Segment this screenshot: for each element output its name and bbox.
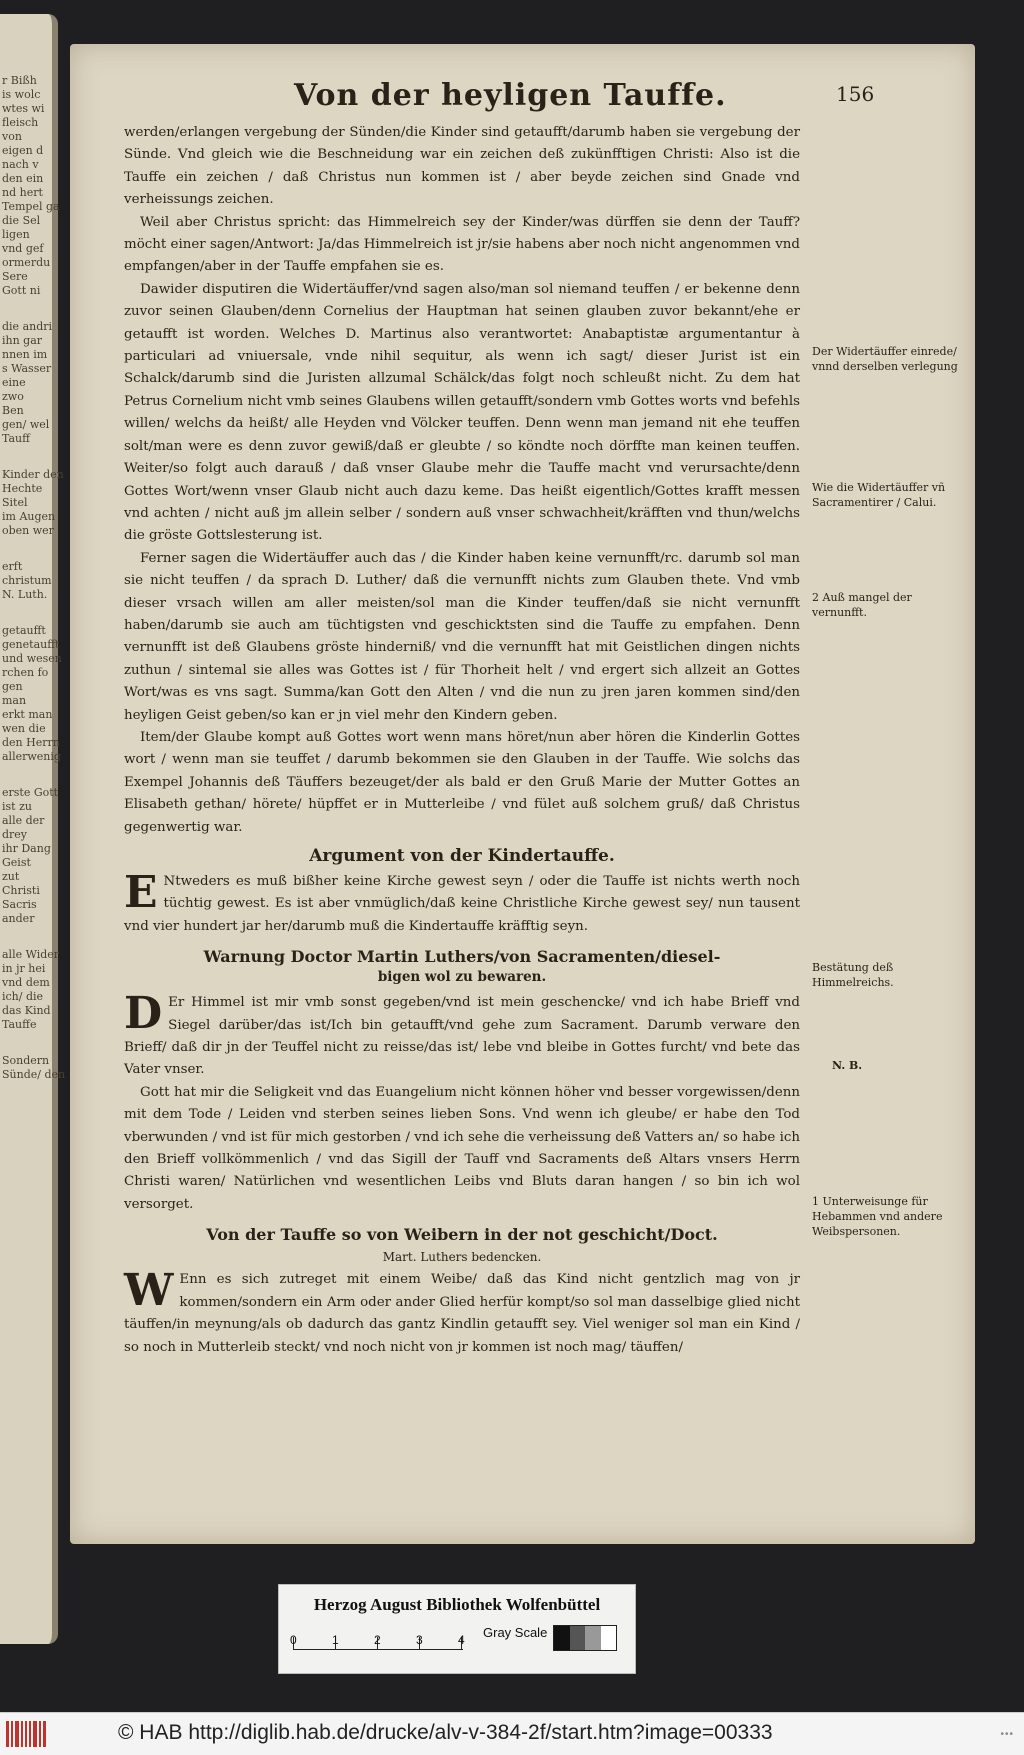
facing-page-line: erft (2, 560, 23, 573)
facing-page-edge (0, 14, 66, 1644)
book-page (70, 44, 975, 1544)
facing-page-line: rchen fo (2, 666, 49, 679)
facing-page-line: s Wasser (2, 362, 52, 375)
margin-note: Der Widertäuffer einrede/ vnnd derselben verlegung (812, 345, 958, 373)
paragraph-text: Enn es sich zutreget mit einem Weibe/ daß das Kind nicht gentzlich mag von jr kommen/sondern ein Arm oder ander Glied herfür kompt/so sol man dasselbige glied nicht täuffen/in meynung/als ob dadurch das gantz Kindlin getaufft sey. Viel weniger sol man ein Kind / so noch in Mutterleib steckt/ vnd noch nicht von jr kommen ist noch mag/ täuffen/ (124, 1272, 800, 1355)
facing-page-line: zut (2, 870, 20, 883)
facing-page-line: ormerdu (2, 256, 51, 269)
facing-page-line: und wesen (2, 652, 62, 665)
ruler-label: 3 (416, 1633, 423, 1647)
facing-page-line: die Sel (2, 214, 41, 227)
facing-page-line: ihr Dang (2, 842, 51, 855)
section-heading (124, 946, 800, 988)
ruler-label: 2 (374, 1633, 381, 1647)
paragraph: Dawider disputiren die Widertäuffer/vnd sagen also/man sol niemand teuffen / er bekenne denn zuvor seinen Glauben/denn Cornelius der Hauptman hat seinen glauben zuvor bekannt/ehe er getaufft ist worden. Welches D. Martinus also verantwortet: Anabaptistæ argumentantur à particulari ad vniuersale, vnde nihil sequitur, als wenn ich sagt/ dieser Jurist ist ein Schalck/darumb sind die Juristen allzumal Schälck/das folgt noch schleußt nicht. Zu dem hat Petrus Cornelium nicht vmb seines Glaubens willen getaufft/sondern vmb Gottes worts vnd befehls willen/ welchs da heißt/ alle Heyden vnd Völcker teuffen. Denn wenn man jemand nit ehe teuffen solt/man were es denn zuvor gewiß/daß er gleubte / so köndte noch dörffte man keinen teuffen. Weiter/so folgt auch darauß / daß vnser Glaube mehr die Tauffe macht vnd verursachte/denn Gottes Wort/wenn vnser Glaub nicht auch dazu keme. Das heißt eigentlich/Gottes krafft messen vnd achten / nicht auß jm allein selber / sondern auß vnser schwachheit/kräfften vnd thun/welchs die gröste Gottslesterung ist. (124, 281, 800, 544)
facing-page-line: Tauffe (2, 1018, 37, 1031)
facing-page-line: alle der (2, 814, 45, 827)
page-content (124, 60, 958, 1355)
facing-page-line: gen/ wel (2, 418, 50, 431)
main-text-column (124, 122, 800, 1359)
facing-page-line: die andri (2, 320, 53, 333)
facing-page-line: ligen (2, 228, 30, 241)
facing-page-line: ist zu (2, 800, 32, 813)
paragraph: Weil aber Christus spricht: das Himmelreich sey der Kinder/was dürffen sie denn der Tauff? möcht einer sagen/Antwort: Ja/das Himmelreich ist jr/sie habens aber noch nicht angenommen vnd empfangen/aber in der Tauffe empfahen sie es. (124, 214, 800, 275)
margin-note: Bestätung deß Himmelreichs. (812, 961, 894, 989)
facing-page-line: gen (2, 680, 23, 693)
facing-page-line: Christi (2, 884, 40, 897)
decorated-initial: E (124, 867, 158, 918)
facing-page-line: fleisch (2, 116, 39, 129)
facing-page-line: christum (2, 574, 52, 587)
facing-page-line: is wolc (2, 88, 41, 101)
margin-note: Wie die Widertäuffer vñ Sacramentirer / Calui. (812, 481, 946, 509)
paragraph-text: Ntweders es muß bißher keine Kirche gewest seyn / oder die Tauffe ist nichts werth noch tüchtig gewest. Es ist aber vnmüglich/daß keine Christliche Kirche gewest sey/ nun tausent vnd vier hundert jar her/darumb muß die Kindertauffe kräfftig seyn. (124, 874, 800, 934)
library-name: Herzog August Bibliothek Wolfenbüttel (313, 1595, 601, 1614)
facing-page-line: Gott ni (2, 284, 41, 297)
gray-swatch (585, 1626, 601, 1650)
facing-page-line: drey (2, 828, 28, 841)
gray-scale-label: Gray Scale (483, 1625, 548, 1640)
facing-page-line: N. Luth. (2, 588, 48, 601)
facing-page-line: eine (2, 376, 26, 389)
facing-page-line: vnd gef (2, 242, 44, 255)
library-color-card (278, 1584, 636, 1674)
decorated-initial: D (124, 988, 163, 1040)
gray-swatch (554, 1626, 570, 1650)
ruler-label: 4 (458, 1633, 465, 1647)
facing-page-line: Sere (2, 270, 28, 283)
facing-page-line: ihn gar (2, 334, 43, 347)
paragraph: werden/erlangen vergebung der Sünden/die Kinder sind getaufft/darumb haben sie vergebung der Sünde. Vnd gleich wie die Beschneidung war ein zeichen deß zukünfftigen Christi: Also ist die Tauffe ein zeichen / daß Christus nun kommen ist / aber beyde zeichen sind Gnade vnd verheissungs zeichen. (124, 125, 800, 208)
facing-page-line: nd hert (2, 186, 43, 199)
ruler-label: 0 (290, 1633, 297, 1647)
facing-page-line: erste Gott (2, 786, 59, 799)
paragraph-text: Er Himmel ist mir vmb sonst gegeben/vnd ist mein geschencke/ vnd ich habe Brieff vnd Siegel darüber/das ist/Ich bin getaufft/vnd gehe zum Sacrament. Darumb verware den Brieff/ daß dir jn der Teuffel nicht zu reisse/das ist/ lebe vnd bleibe in Gottes furcht/ vnd bete das Vater vnser. (124, 995, 800, 1078)
facing-page-line: nnen im (2, 348, 48, 361)
facing-page-line: Kinder den (2, 468, 64, 481)
facing-page-line: r Bißh (2, 74, 37, 87)
facing-page-line: allerwenig (2, 750, 61, 763)
section-heading: Von der Tauffe so von Weibern in der not geschicht/Doct. (206, 1225, 718, 1245)
margin-note: 2 Auß mangel der vernunfft. (812, 591, 912, 619)
gray-swatch (570, 1626, 586, 1650)
facing-page-line: im Augen (2, 510, 56, 523)
facing-page-text (0, 14, 66, 1082)
facing-page-line: Geist (2, 856, 31, 869)
more-options-icon[interactable]: ••• (1000, 1729, 1014, 1740)
facing-page-line: Tauff (2, 432, 30, 445)
gray-swatch (601, 1626, 617, 1650)
facing-page-line: Tempel ga (2, 200, 60, 213)
paragraph: Item/der Glaube kompt auß Gottes wort wenn mans höret/nun aber hören die Kinderlin Gottes wort / wenn man sie teuffet / darumb bekommen sie den Glauben in der Tauffe. Wie solchs das Exempel Johannis deß Täuffers bezeuget/der als bald er den Gruß Marie der Mutter Gottes an Elisabeth gethan/ hörete/ hüpffet er in Mutterleibe / vnd fület auß solchem gruß/ daß Christus gegenwertig war. (124, 729, 800, 835)
permalink-text[interactable]: © HAB http://diglib.hab.de/drucke/alv-v-384-2f/start.htm?image=00333 (118, 1721, 773, 1744)
ruler-label: 1 (332, 1633, 339, 1647)
paragraph-with-initial (124, 867, 800, 938)
heading-line: bigen wol zu bewaren. (377, 969, 547, 986)
facing-page-line: den ein (2, 172, 44, 185)
gray-scale-strip (553, 1625, 617, 1651)
margin-note: N. B. (832, 1059, 863, 1072)
decorated-initial: W (124, 1265, 174, 1317)
facing-page-line: genetaufft (2, 638, 60, 651)
facing-page-line: zwo (2, 390, 24, 403)
facing-page-line: man (2, 694, 27, 707)
facing-page-line: oben wer (2, 524, 54, 537)
facing-page-line: Sacris (2, 898, 37, 911)
facing-page-line: nach v (2, 158, 39, 171)
facing-page-line: Ben (2, 404, 24, 417)
facing-page-line: den Herrn (2, 736, 60, 749)
facing-page-line: erkt man (2, 708, 53, 721)
heading-line: Warnung Doctor Martin Luthers/von Sacramenten/diesel- (203, 947, 721, 967)
facing-page-line: Sünde/ den (2, 1068, 66, 1081)
facing-page-line: alle Wider (2, 948, 60, 961)
facing-page-line: vnd dem (2, 976, 50, 989)
facing-page-line: Sondern (2, 1054, 50, 1067)
running-head (124, 60, 954, 120)
section-subheading: Mart. Luthers bedencken. (382, 1250, 542, 1265)
status-bar (0, 1712, 1024, 1755)
margin-note: 1 Unterweisunge für Hebammen vnd andere Weibspersonen. (812, 1195, 943, 1238)
page-number: 156 (836, 82, 875, 106)
paragraph-with-initial (124, 988, 800, 1082)
paragraph-with-initial (124, 1265, 800, 1359)
section-heading: Argument von der Kindertauffe. (309, 846, 615, 866)
facing-page-line: wen die (2, 722, 46, 735)
facing-page-line: in jr hei (2, 962, 46, 975)
hab-logo-icon (6, 1721, 46, 1747)
paragraph: Gott hat mir die Seligkeit vnd das Euangelium nicht können höher vnd besser vorgewissen/denn mit dem Tode / Leiden vnd sterben seines lieben Sons. Vnd wenn ich gleube/ er habe den Tod vberwunden / vnd ist für mich gestorben / vnd ich sehe die verheissung deß Vatters an/ so habe ich den Brieff vollkömmenlich / vnd das Sigill der Tauff vnd Sacraments deß Altars vnsers Herrn Christi waren/ Natürlichen vnd wesentlichen Leibs vnd Bluts daran hangen / so bin ich wol versorget. (124, 1084, 800, 1212)
facing-page-line: getaufft (2, 624, 46, 637)
facing-page-line: wtes wi (2, 102, 45, 115)
paragraph: Ferner sagen die Widertäuffer auch das / die Kinder haben keine vernunfft/rc. darumb sol man sie nicht teuffen / da sprach D. Luther/ daß die vernunfft nichts zum Glauben thete. Vnd vmb dieser vrsach willen am aller meisten/sol man die Kinder teuffen/daß sie nicht vernunfft haben/darumb sie auch am tüchtigsten vnd geschicktsten sind die Tauffe zu empfahen. Denn vernunfft ist deß Glaubens gröste hinderniß/ vnd die vernunfft hat mit Geistlichen dingen nichts zuthun / sintemal sie alles was Gottes ist / für Thorheit helt / vnd ergert sich allzeit an Gottes Wort/was es vns sagt. Summa/kan Gott den Alten / vnd die nun zu jren jaren kommen sind/den heyligen Geist geben/so kan er jn viel mehr den Kindern geben. (124, 550, 800, 723)
facing-page-line: das Kind (2, 1004, 51, 1017)
facing-page-line: Hechte (2, 482, 43, 495)
facing-page-line: ander (2, 912, 35, 925)
running-title: Von der heyligen Tauffe. (294, 78, 727, 113)
facing-page-line: eigen d (2, 144, 44, 157)
facing-page-line: von (2, 130, 22, 143)
facing-page-line: Sitel (2, 496, 28, 509)
facing-page-line: ich/ die (2, 990, 44, 1003)
